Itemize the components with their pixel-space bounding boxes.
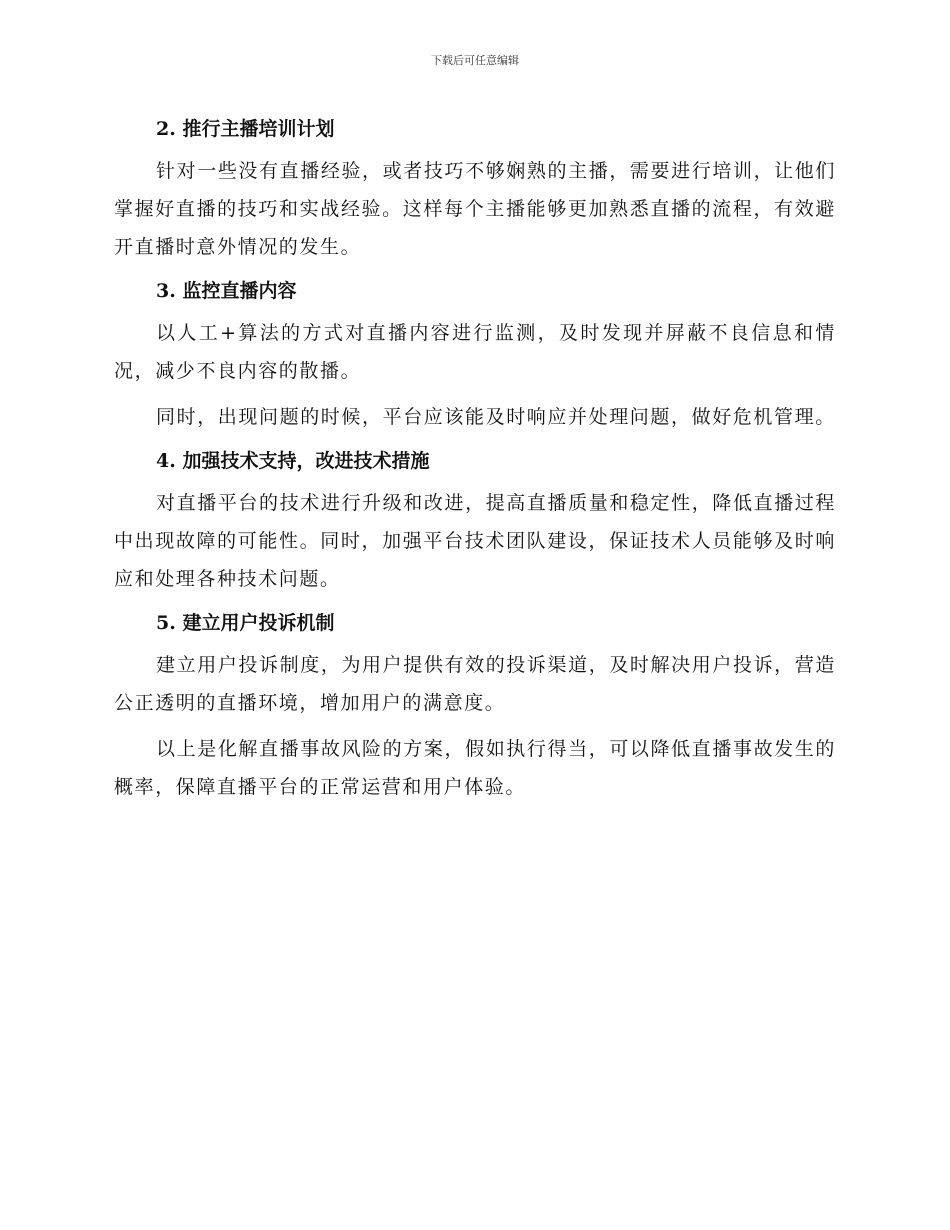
section-heading-5: 5. 建立用户投诉机制 (156, 612, 335, 634)
paragraph-complaints: 建立用户投诉制度，为用户提供有效的投诉渠道，及时解决用户投诉，营造公正透明的直播环境，增加用户的满意度。 (114, 654, 836, 714)
paragraph-conclusion: 以上是化解直播事故风险的方案，假如执行得当，可以降低直播事故发生的概率，保障直播平台的正常运营和用户体验。 (114, 738, 836, 798)
paragraph-tech-support: 对直播平台的技术进行升级和改进，提高直播质量和稳定性，降低直播过程中出现故障的可能性。同时，加强平台技术团队建设，保证技术人员能够及时响应和处理各种技术问题。 (114, 492, 836, 590)
paragraph-training: 针对一些没有直播经验，或者技巧不够娴熟的主播，需要进行培训，让他们掌握好直播的技巧和实战经验。这样每个主播能够更加熟悉直播的流程，有效避开直播时意外情况的发生。 (114, 160, 836, 258)
section-heading-2: 2. 推行主播培训计划 (156, 118, 335, 140)
section-heading-3: 3. 监控直播内容 (156, 280, 297, 302)
page-header: 下载后可任意编辑 (431, 54, 519, 67)
document-body (114, 112, 836, 806)
paragraph-monitoring: 以人工+算法的方式对直播内容进行监测，及时发现并屏蔽不良信息和情况，减少不良内容的散播。 (114, 322, 836, 382)
paragraph-crisis-management: 同时，出现问题的时候，平台应该能及时响应并处理问题，做好危机管理。 (156, 406, 836, 428)
section-heading-4: 4. 加强技术支持，改进技术措施 (156, 450, 430, 472)
